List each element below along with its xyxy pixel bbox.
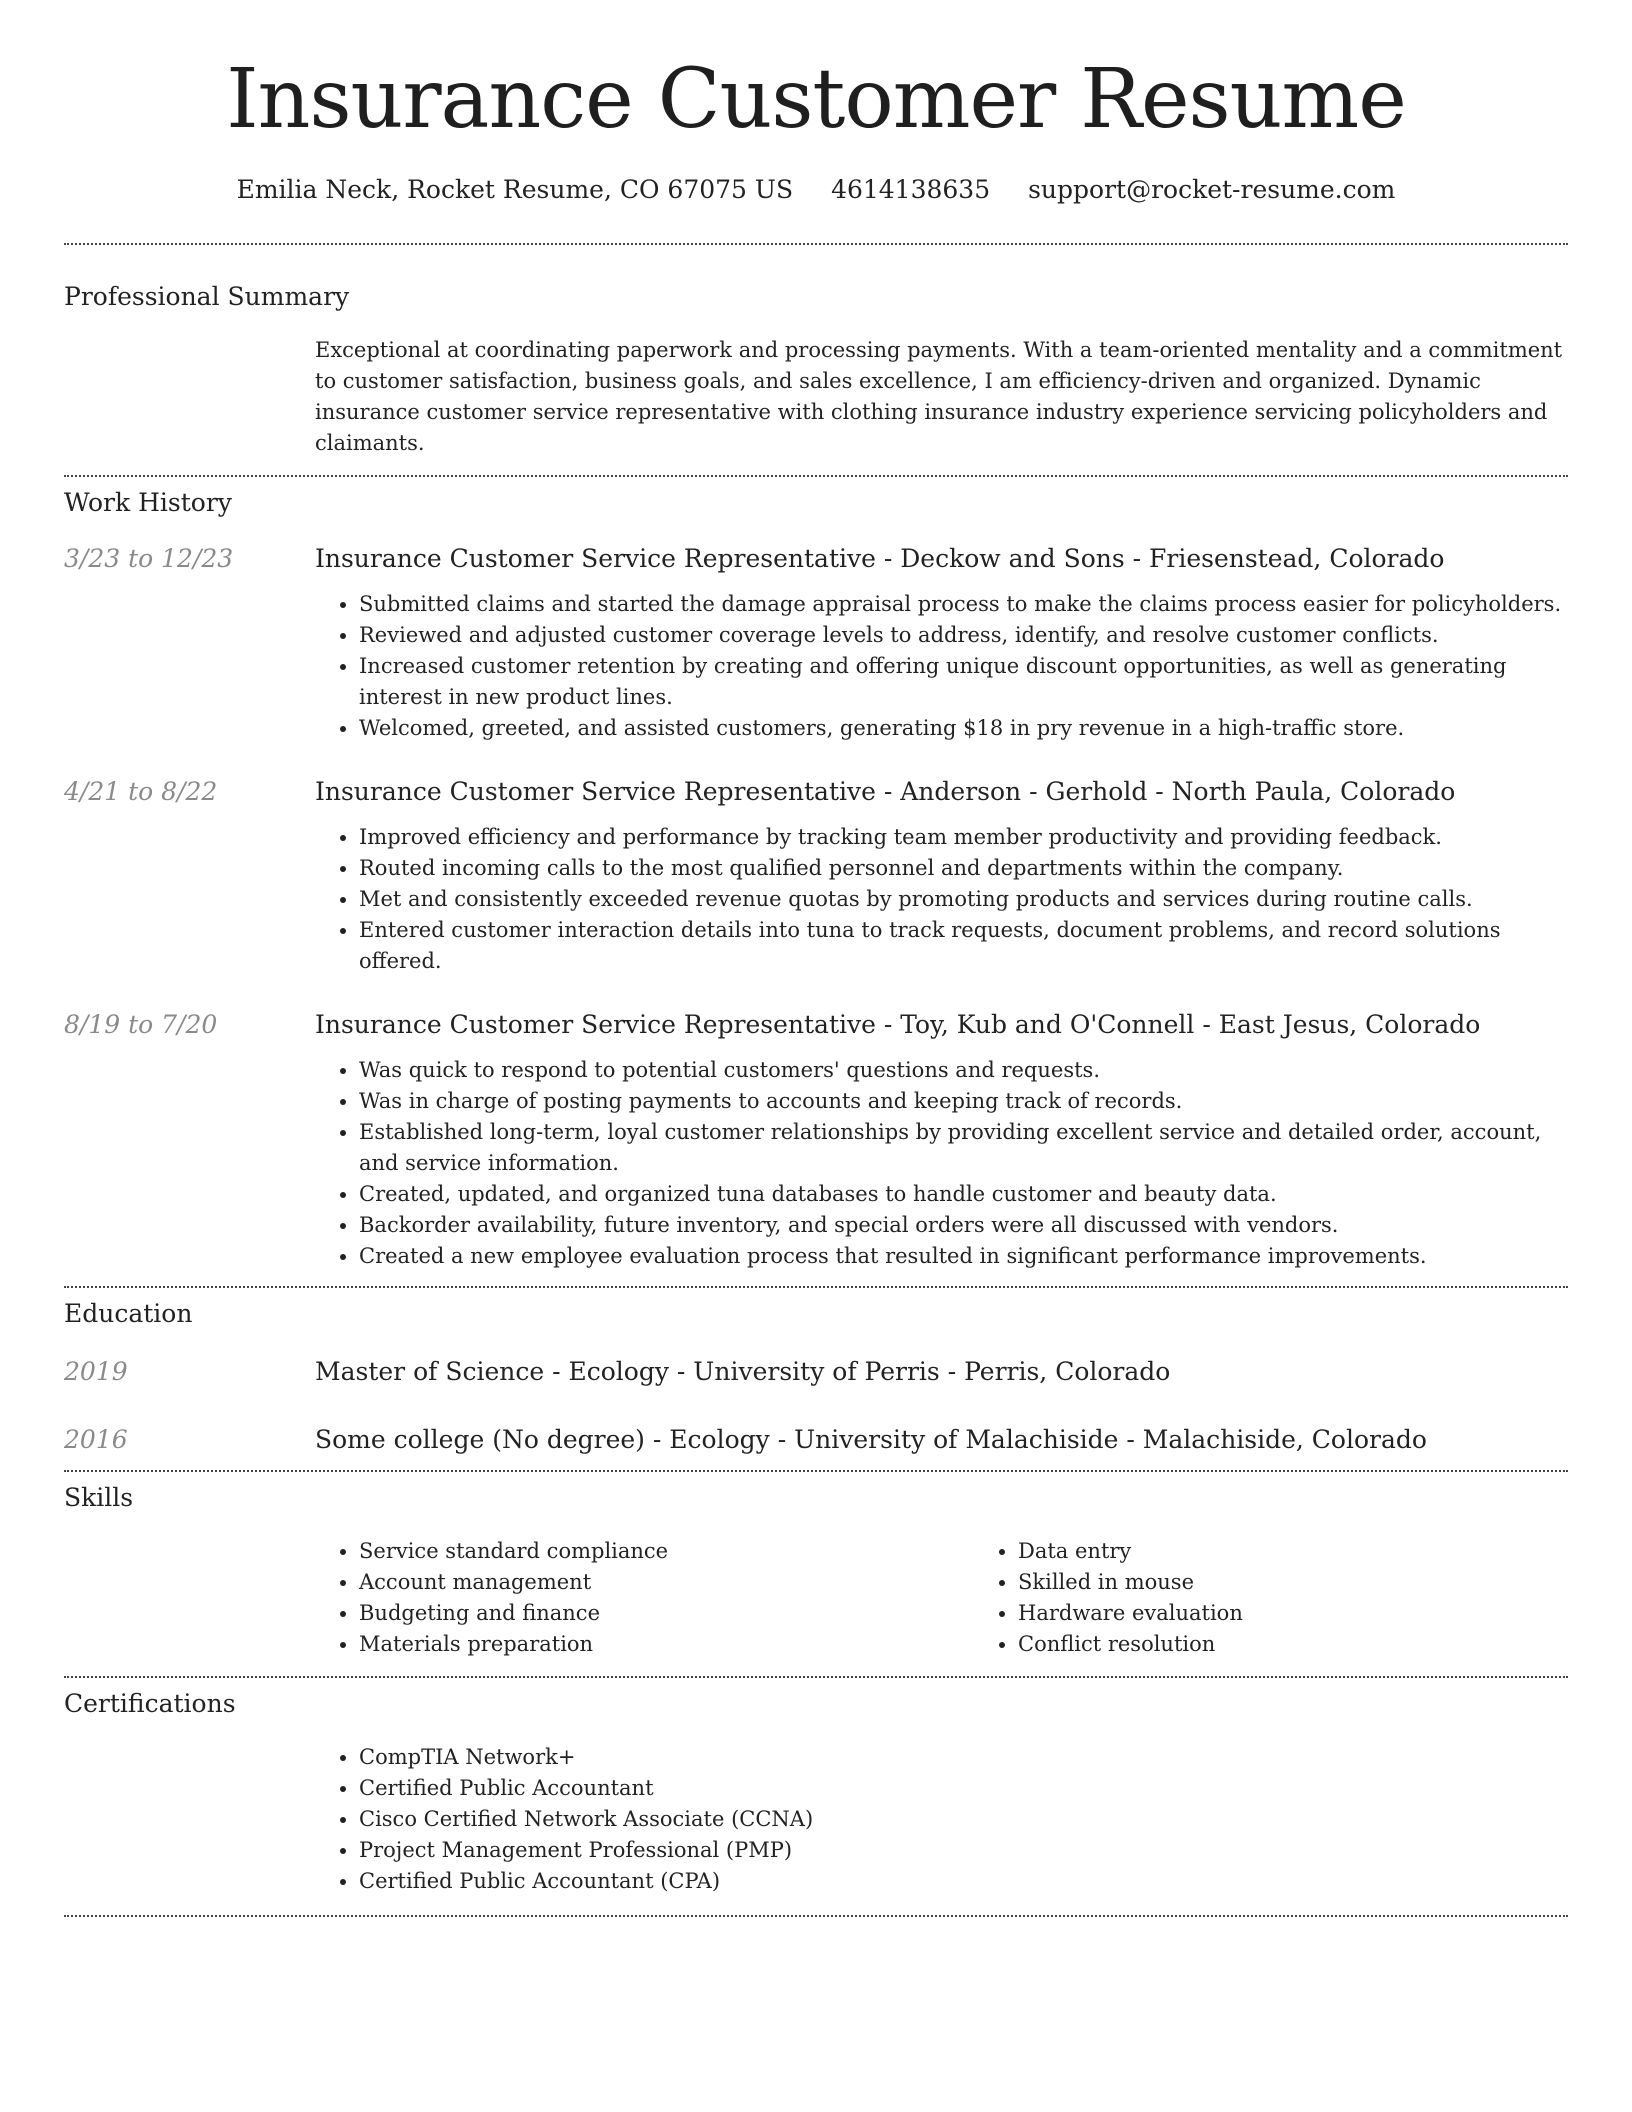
section-divider: [64, 1470, 1568, 1472]
section-divider: [64, 1676, 1568, 1678]
job-bullet: • Increased customer retention by creating and offering unique discount opportunities, as well as generating interest in new product lines.: [359, 651, 1568, 713]
skills-heading: Skills: [64, 1483, 134, 1512]
certification-item: • CompTIA Network+: [359, 1742, 1568, 1773]
job-bullet: • Was quick to respond to potential customers' questions and requests.: [359, 1055, 1568, 1086]
job-bullet: • Welcomed, greeted, and assisted customers, generating $18 in pry revenue in a high-traffic store.: [359, 713, 1568, 744]
skills-columns: [315, 1536, 1632, 1660]
job-bullets: [315, 822, 1568, 977]
job-bullet: • Created, updated, and organized tuna databases to handle customer and beauty data.: [359, 1179, 1568, 1210]
job-content: [315, 776, 1568, 977]
education-title: Master of Science - Ecology - University of Perris - Perris, Colorado: [315, 1357, 1171, 1386]
summary-row: [64, 335, 1568, 459]
job-bullet: • Created a new employee evaluation process that resulted in significant performance improvements.: [359, 1241, 1568, 1272]
certifications-spacer: [64, 1742, 315, 1897]
certifications-section: [64, 1688, 1568, 1897]
certification-item: • Cisco Certified Network Associate (CCNA): [359, 1804, 1568, 1835]
skill-item: • Data entry: [1018, 1536, 1632, 1567]
skills-list-left: [315, 1536, 974, 1660]
job-entry: [64, 1009, 1568, 1272]
contact-email: support@rocket-resume.com: [1028, 175, 1396, 204]
skill-item: • Materials preparation: [359, 1629, 974, 1660]
certifications-content: [315, 1742, 1568, 1897]
education-section: [64, 1298, 1568, 1456]
skills-spacer: [64, 1536, 315, 1660]
section-divider: [64, 1915, 1568, 1917]
work-history-heading: Work History: [64, 488, 232, 517]
job-dates: 4/21 to 8/22: [64, 777, 218, 806]
summary-section: [64, 281, 1568, 459]
job-content: [315, 1009, 1568, 1272]
skills-list-right: [974, 1536, 1632, 1660]
contact-line: [0, 174, 1632, 206]
contact-address: Emilia Neck, Rocket Resume, CO 67075 US: [236, 175, 794, 204]
resume-header: [0, 0, 1632, 206]
certification-item: • Certified Public Accountant (CPA): [359, 1866, 1568, 1897]
summary-text: Exceptional at coordinating paperwork and processing payments. With a team-oriented mentality and a commitment to customer satisfaction, business goals, and sales excellence, I am efficiency-driven and organized. Dynamic insurance customer service representative with clothing insurance industry experience servicing policyholders and claimants.: [315, 338, 1563, 455]
skill-item: • Budgeting and finance: [359, 1598, 974, 1629]
skill-item: • Hardware evaluation: [1018, 1598, 1632, 1629]
job-content: [315, 543, 1568, 744]
job-dates: 8/19 to 7/20: [64, 1010, 218, 1039]
certification-item: • Project Management Professional (PMP): [359, 1835, 1568, 1866]
education-entry: [64, 1424, 1568, 1456]
job-title: Insurance Customer Service Representative - Deckow and Sons - Friesenstead, Colorado: [315, 544, 1445, 573]
summary-heading: Professional Summary: [64, 282, 350, 311]
skills-row: [64, 1536, 1568, 1660]
job-bullet: • Improved efficiency and performance by tracking team member productivity and providing feedback.: [359, 822, 1568, 853]
skill-item: • Conflict resolution: [1018, 1629, 1632, 1660]
skills-section: [64, 1482, 1568, 1660]
job-bullet: • Established long-term, loyal customer relationships by providing excellent service and detailed order, account, and service information.: [359, 1117, 1568, 1179]
section-divider: [64, 1286, 1568, 1288]
job-bullet: • Routed incoming calls to the most qualified personnel and departments within the company.: [359, 853, 1568, 884]
section-divider: [64, 475, 1568, 477]
job-dates: 3/23 to 12/23: [64, 544, 234, 573]
job-bullet: • Met and consistently exceeded revenue quotas by promoting products and services during routine calls.: [359, 884, 1568, 915]
job-bullet: • Submitted claims and started the damage appraisal process to make the claims process easier for policyholders.: [359, 589, 1568, 620]
education-year: 2016: [64, 1425, 128, 1454]
education-year: 2019: [64, 1357, 128, 1386]
education-heading: Education: [64, 1299, 193, 1328]
skill-item: • Skilled in mouse: [1018, 1567, 1632, 1598]
job-entry: [64, 776, 1568, 977]
certification-item: • Certified Public Accountant: [359, 1773, 1568, 1804]
certifications-heading: Certifications: [64, 1689, 236, 1718]
certifications-list: [315, 1742, 1568, 1897]
job-title: Insurance Customer Service Representative - Toy, Kub and O'Connell - East Jesus, Colorado: [315, 1010, 1481, 1039]
job-title: Insurance Customer Service Representative - Anderson - Gerhold - North Paula, Colorado: [315, 777, 1456, 806]
job-bullet: • Backorder availability, future inventory, and special orders were all discussed with vendors.: [359, 1210, 1568, 1241]
job-bullet: • Was in charge of posting payments to accounts and keeping track of records.: [359, 1086, 1568, 1117]
job-bullet: • Entered customer interaction details into tuna to track requests, document problems, and record solutions offered.: [359, 915, 1568, 977]
job-bullets: [315, 1055, 1568, 1272]
certifications-row: [64, 1742, 1568, 1897]
job-entry: [64, 543, 1568, 744]
skill-item: • Account management: [359, 1567, 974, 1598]
summary-spacer: [64, 335, 315, 459]
skill-item: • Service standard compliance: [359, 1536, 974, 1567]
education-entry: [64, 1356, 1568, 1388]
work-history-section: [64, 487, 1568, 1272]
resume-title: Insurance Customer Resume: [226, 52, 1406, 147]
job-bullet: • Reviewed and adjusted customer coverage levels to address, identify, and resolve customer conflicts.: [359, 620, 1568, 651]
section-divider: [64, 243, 1568, 245]
contact-phone: 4614138635: [831, 175, 991, 204]
education-title: Some college (No degree) - Ecology - University of Malachiside - Malachiside, Colorado: [315, 1425, 1427, 1454]
job-bullets: [315, 589, 1568, 744]
